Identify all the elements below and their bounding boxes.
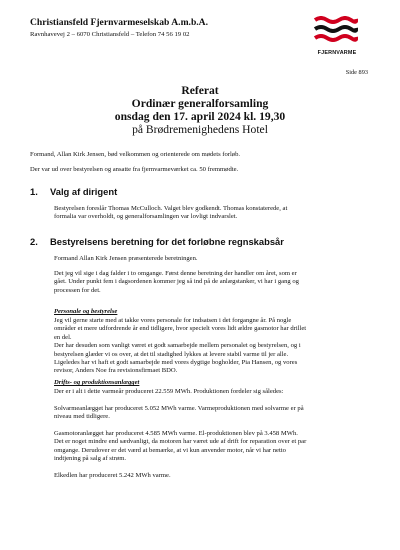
- section-2-paragraph-1: Formand Allan Kirk Jensen præsenterede beretningen.: [54, 255, 198, 262]
- text-line: indtjening på salg af strøm.: [54, 455, 126, 463]
- text-line: Jeg vil gerne starte med at takke vores personale for indsatsen i det forgangne år. På nogle: [54, 317, 292, 324]
- text-line: bestyrelsen glæder vi os over, at det til stadighed lykkes at levere stabil varme til jer alle.: [54, 350, 289, 358]
- text-line: Solvarmeanlægget har produceret 5.052 MWh varme. Varmeproduktionen med solvarme er på: [54, 405, 304, 412]
- section-2-heading: [30, 236, 284, 247]
- text-line: Det jeg vil sige i dag falder i to omgange. Først denne beretning der handler om året, som er: [54, 270, 297, 277]
- organization-name: Christiansfeld Fjernvarmeselskab A.m.b.A.: [30, 17, 209, 28]
- subheading-drift: Drifts- og produktionsanlægget: [54, 379, 140, 386]
- text-line: revisor, Anders Noe fra revisionsfirmaet BDO.: [54, 367, 178, 375]
- section-2-title: Bestyrelsens beretning for det forløbne regnskabsår: [50, 236, 284, 247]
- text-line: Det er noget mindre end sædvanligt, da motoren har været ude af drift for reparation over et par: [54, 438, 307, 446]
- text-line: Der har desuden som vanligt været et godt samarbejde mellem personalet og bestyrelsen, og i: [54, 342, 301, 350]
- electric-boiler-paragraph: Elkedlen har produceret 5.242 MWh varme.: [54, 472, 171, 479]
- section-1-title: Valg af dirigent: [50, 186, 118, 197]
- title-line-2: Ordinær generalforsamling: [131, 97, 269, 111]
- section-1-text: [54, 205, 372, 222]
- drift-intro: Der er i alt i dette varmeår produceret 22.559 MWh. Produktionen fordeler sig således:: [54, 388, 284, 395]
- text-line: processen for det.: [54, 286, 101, 294]
- section-1-heading: [30, 186, 117, 197]
- text-line: områder et mere udfordrende år end tidligere, hvor specielt vores lidt ældre gasmotor har drillet: [54, 325, 307, 333]
- text-line: niveau med tidligere.: [54, 413, 110, 421]
- section-2-number: 2.: [30, 236, 38, 247]
- page-number: Side 893: [345, 69, 368, 76]
- text-line: gået. Under punkt fem i dagsordenen kommer jeg så ind på de anlægstanker, vi har i gang og: [54, 278, 299, 286]
- document-title: [0, 84, 400, 136]
- solar-paragraph: [54, 405, 372, 422]
- personale-paragraph: [54, 317, 372, 376]
- text-line: Bestyrelsen foreslår Thomas McCulloch. Valget blev godkendt. Thomas konstaterede, at: [54, 205, 288, 212]
- fjernvarme-logo-icon: [312, 16, 358, 46]
- text-line: Gasmotoranlægget har produceret 4.585 MWh varme. El-produktionen blev på 3.458 MWh.: [54, 430, 298, 437]
- intro-paragraph-1: Formand, Allan Kirk Jensen, bød velkommen og orienterede om mødets forløb.: [30, 151, 241, 158]
- title-line-1: Referat: [181, 84, 219, 97]
- organization-address: Ravnhavevej 2 – 6070 Christiansfeld – Telefon 74 56 19 02: [30, 31, 190, 38]
- text-line: en del.: [54, 333, 72, 341]
- section-2-paragraph-2: [54, 270, 372, 295]
- title-line-3: onsdag den 17. april 2024 kl. 19,30: [114, 110, 286, 124]
- gas-motor-paragraph: [54, 430, 372, 464]
- logo-wordmark: FJERNVARME: [317, 50, 357, 56]
- section-1-number: 1.: [30, 186, 38, 197]
- text-line: omgange. Derudover er det værd at bemærke, at vi kun anvender motor, når vi har netto: [54, 446, 286, 454]
- subheading-personale: Personale og bestyrelse: [54, 308, 118, 315]
- intro-paragraph-2: Der var ud over bestyrelsen og ansatte fra fjernvarmeværket ca. 50 fremmødte.: [30, 166, 239, 173]
- title-line-4: på Brødremenighedens Hotel: [132, 123, 268, 137]
- text-line: formalia var overholdt, og generalforsamlingen var lovligt indvarslet.: [54, 213, 238, 221]
- text-line: Ligeledes har vi haft et godt samarbejde med vores dygtige bogholder, Pia Hansen, og vores: [54, 359, 298, 367]
